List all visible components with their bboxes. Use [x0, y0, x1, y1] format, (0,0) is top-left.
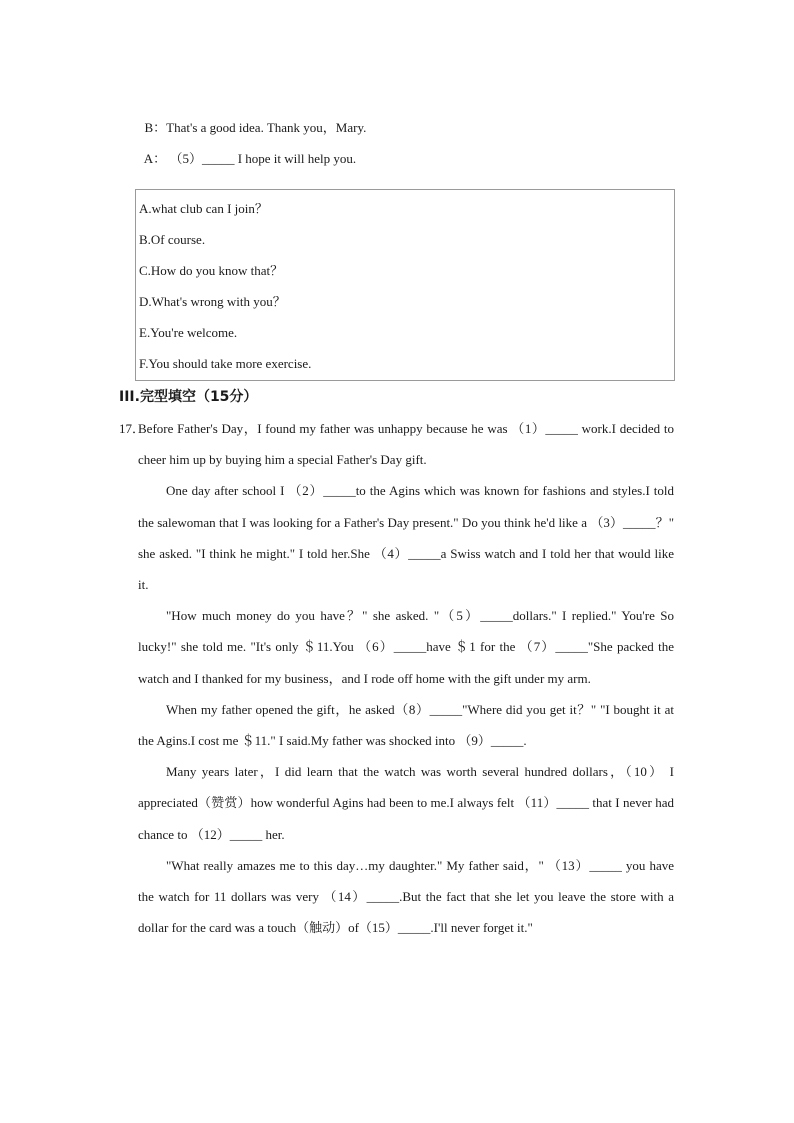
question-number: 17．: [119, 421, 146, 436]
passage-paragraph-6: "What really amazes me to this day…my daughter." My father said，" （13）_____ you have the watch for 11 dollars was very （14）_____.But the fact that she let you leave the store with a dollar for the card was a touch（触动）of（15）_____.I'll never forget it.": [138, 857, 674, 936]
section-heading: III.完型填空（15分）: [119, 389, 258, 405]
dialogue-speaker: B：: [144, 120, 167, 135]
option-f: F.You should take more exercise.: [139, 356, 312, 371]
passage-paragraph-1: Before Father's Day，I found my father was unhappy because he was （1）_____ work.I decided to cheer him up by buying him a special Father's Day gift.: [138, 421, 674, 468]
passage-paragraph-2: One day after school I （2）_____to the Agins which was known for fashions and styles.I told the salewoman that I was looking for a Father's Day present." Do you think he'd like a （3）_____？" she asked. "I think he might." I told her.She （4）_____a Swiss watch and I told her that would like it.: [138, 483, 674, 593]
passage-paragraph-4: When my father opened the gift，he asked（8）_____"Where did you get it？" "I bought it at the Agins.I cost me ＄11." I said.My father was shocked into （9）_____.: [138, 701, 674, 749]
dialogue-text: （5）_____ I hope it will help you.: [169, 151, 357, 166]
option-b: B.Of course.: [139, 232, 206, 247]
dialogue-line-b: [138, 104, 366, 136]
option-d: D.What's wrong with you？: [139, 294, 286, 309]
options-box: [135, 189, 675, 381]
dialogue-text: That's a good idea. Thank you，Mary.: [166, 120, 367, 135]
dialogue-speaker: A：: [143, 151, 167, 166]
option-e: E.You're welcome.: [139, 325, 238, 340]
passage-paragraph-3: "How much money do you have？" she asked. "（5）_____dollars." I replied." You're So lucky!" she told me. "It's only ＄11.You （6）_____have ＄1 for the （7）_____"She packed the watch and I thanked for my business，and I rode off home with the gift under my arm.: [138, 608, 674, 686]
passage-paragraph-5: Many years later，I did learn that the watch was worth several hundred dollars，（10） I appreciated（赞赏）how wonderful Agins had been to me.I always felt （11）_____ that I never had chance to （12）_____ her.: [138, 764, 674, 842]
question-passage: [119, 413, 674, 943]
option-c: C.How do you know that？: [139, 263, 284, 278]
option-a: A.what club can I join？: [139, 201, 268, 216]
dialogue-line-a: [138, 135, 356, 167]
